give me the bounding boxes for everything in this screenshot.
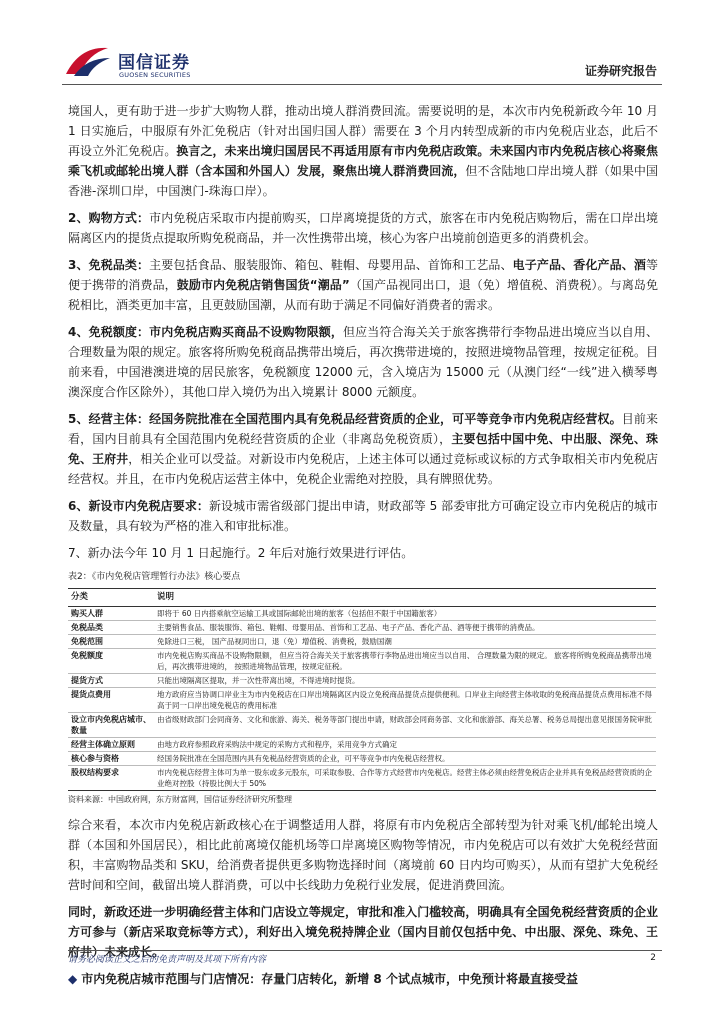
row-category: 购买人群 xyxy=(68,607,154,621)
row-description: 市内免税店购买商品不设购物限额， 但应当符合海关关于旅客携带行李物品进出境应当以自用、 合理数量为限的规定。 旅客将所购免税商品携带出境后，再次携带进境的， 按照进境物品管理，按规定征税。 xyxy=(154,649,656,674)
row-description: 主要销售食品、服装服饰、箱包、鞋帽、母婴用品、首饰和工艺品、电子产品、香化产品、酒等便于携带的消费品。 xyxy=(154,621,656,635)
row-category: 设立市内免税店城市、数量 xyxy=(68,713,154,738)
paragraph-categories: 3、免税品类：主要包括食品、服装服饰、箱包、鞋帽、母婴用品、首饰和工艺品、电子产品、香化产品、酒等便于携带的消费品，鼓励市内免税店销售国货“潮品”（国产品视同出口，退（免）增值税、消费税）。与离岛免税相比，酒类更加丰富，且更鼓励国潮，从而有助于满足不同偏好消费者的需求。 xyxy=(68,258,658,312)
table-row xyxy=(68,713,656,738)
row-description: 免除进口三税， 国产品视同出口，退（免）增值税、消费税，鼓励国潮 xyxy=(154,635,656,649)
row-description: 地方政府应当协调口岸业主为市内免税店在口岸出境隔离区内设立免税商品提货点提供便利。口岸业主向经营主体收取的免税商品提货点费用标准不得高于同一口岸出境免税店的费用标准 xyxy=(154,688,656,713)
row-category: 免税品类 xyxy=(68,621,154,635)
row-category: 免税范围 xyxy=(68,635,154,649)
section-bullet-text: 市内免税店城市范围与门店情况：存量门店转化，新增 8 个试点城市，中免预计将最直接受益 xyxy=(81,972,578,986)
row-description: 由地方政府参照政府采购法中规定的采购方式和程序，采用竞争方式确定 xyxy=(154,738,656,752)
section-bullet-heading xyxy=(68,969,658,989)
table-row xyxy=(68,649,656,674)
table-row xyxy=(68,621,656,635)
table-header-row xyxy=(68,589,656,607)
row-description: 由省级财政部门会同商务、文化和旅游、海关、税务等部门提出申请，财政部会同商务部、文化和旅游部、海关总署、税务总局提出意见报国务院审批 xyxy=(154,713,656,738)
table-row xyxy=(68,766,656,791)
table-row xyxy=(68,674,656,688)
paragraph-operators: 5、经营主体：经国务院批准在全国范围内具有免税品经营资质的企业，可平等竞争市内免税店经营权。目前来看，国内目前具有全国范围内免税经营资质的企业（非离岛免税资质），主要包括中国中免、中出服、深免、珠免、王府井，相关企业可以受益。对新设市内免税店，上述主体可以通过竞标或议标的方式争取相关市内免税店经营权。并且，在市内免税店运营主体中，免税企业需绝对控股，具有牌照优势。 xyxy=(68,412,658,486)
table-row xyxy=(68,607,656,621)
row-description: 经国务院批准在全国范围内具有免税品经营资质的企业，可平等竞争市内免税店经营权。 xyxy=(154,752,656,766)
row-description: 市内免税店经营主体可为单一股东或多元股东，可采取参股、合作等方式经营市内免税店。经营主体必须由经营免税店企业并具有免税品经营资质的企业绝对控股（持股比例大于 50% xyxy=(154,766,656,791)
paragraph-new-store-requirements: 6、新设市内免税店要求：新设城市需省级部门提出申请，财政部等 5 部委审批方可确定设立市内免税店的城市及数量，具有较为严格的准入和审批标准。 xyxy=(68,499,658,533)
page-header xyxy=(0,0,724,96)
table-row xyxy=(68,752,656,766)
rules-table xyxy=(68,588,656,791)
table-row xyxy=(68,688,656,713)
report-body xyxy=(68,101,658,989)
paragraph-quota: 4、免税额度：市内免税店购买商品不设购物限额，但应当符合海关关于旅客携带行李物品进出境应当以自用、合理数量为限的规定。旅客将所购免税商品携带出境后，再次携带进境的，按照进境物品管理，按规定征税。目前来看，中国港澳进境的居民旅客，免税额度 12000 元，含入境店为 15000 元（从澳门经“一线”进入横琴粤澳深度合作区除外），其他口岸入境仍为出入境累计 8000 元额度。 xyxy=(68,325,658,399)
table-header-category: 分类 xyxy=(68,589,154,607)
header-divider xyxy=(62,84,662,85)
guosen-logo xyxy=(62,44,192,84)
guosen-logo-mark-icon xyxy=(62,44,112,78)
diamond-bullet-icon: ◆ xyxy=(68,972,78,986)
table-source: 资料来源：中国政府网，东方财富网，国信证券经济研究所整理 xyxy=(68,795,292,804)
report-type: 证券研究报告 xyxy=(584,64,657,78)
row-category: 免税额度 xyxy=(68,649,154,674)
row-category: 提货点费用 xyxy=(68,688,154,713)
table-row xyxy=(68,738,656,752)
page-number: 2 xyxy=(650,953,656,963)
row-category: 提货方式 xyxy=(68,674,154,688)
row-category: 经营主体确立原则 xyxy=(68,738,154,752)
paragraph-conclusion: 同时，新政还进一步明确经营主体和门店设立等规定，审批和准入门槛较高，明确具有全国免税经营资质的企业方可参与（新店采取竞标等方式），利好出入境免税持牌企业（国内目前仅包括中免、中出服、深免、珠免、王府井）未来成长。 xyxy=(68,905,658,959)
logo-name: 国信证券 xyxy=(118,53,190,73)
table-header-description: 说明 xyxy=(154,589,656,607)
paragraph-shopping-method: 2、购物方式：市内免税店采取市内提前购买，口岸离境提货的方式，旅客在市内免税店购物后，需在口岸出境隔离区内的提货点提取所购免税商品，并一次性携带出境，核心为客户出境前创造更多的消费机会。 xyxy=(68,211,658,245)
disclaimer-note: 请务必阅读正文之后的免责声明及其项下所有内容 xyxy=(68,955,267,965)
row-category: 股权结构要求 xyxy=(68,766,154,791)
row-description: 即将于 60 日内搭乘航空运输工具或国际邮轮出境的旅客（包括但不限于中国籍旅客） xyxy=(154,607,656,621)
table-row xyxy=(68,635,656,649)
logo-english-name: GUOSEN SECURITIES xyxy=(119,71,191,79)
row-description: 只能出境隔离区提取，并一次性带离出境，不得进境时提货。 xyxy=(154,674,656,688)
paragraph-summary: 综合来看，本次市内免税店新政核心在于调整适用人群，将原有市内免税店全部转型为针对乘飞机/邮轮出境人群（本国和外国居民），相比此前离境仅能机场等口岸离境区购物等情况，市内免税店可以有效扩大免税经营面积，丰富购物品类和 SKU，给消费者提供更多购物选择时间（离境前 60 日内均可购买），从而有望扩大免税经营时间和空间，截留出境人群消费，可以中长线助力免税行业发展，促进消费回流。 xyxy=(68,818,658,892)
paragraph-intro: 境国人，更有助于进一步扩大购物人群，推动出境人群消费回流。需要说明的是，本次市内免税新政今年 10 月 1 日实施后，中服原有外汇免税店（针对出国归国人群）需要在 3 个月内转型成新的市内免税店业态，此后不再设立外汇免税店。换言之，未来出境归国居民不再适用原有市内免税店政策。未来国内市内免税店核心将聚焦乘飞机或邮轮出境人群（含本国和外国人）发展，聚焦出境人群消费回流，但不含陆地口岸出境人群（如果中国香港-深圳口岸，中国澳门-珠海口岸）。 xyxy=(68,104,658,198)
table-caption: 表2：《市内免税店管理暂行办法》核心要点 xyxy=(68,572,241,582)
paragraph-effective-date: 7、新办法今年 10 月 1 日起施行。2 年后对施行效果进行评估。 xyxy=(68,546,414,560)
row-category: 核心参与资格 xyxy=(68,752,154,766)
footer-divider xyxy=(68,950,662,951)
